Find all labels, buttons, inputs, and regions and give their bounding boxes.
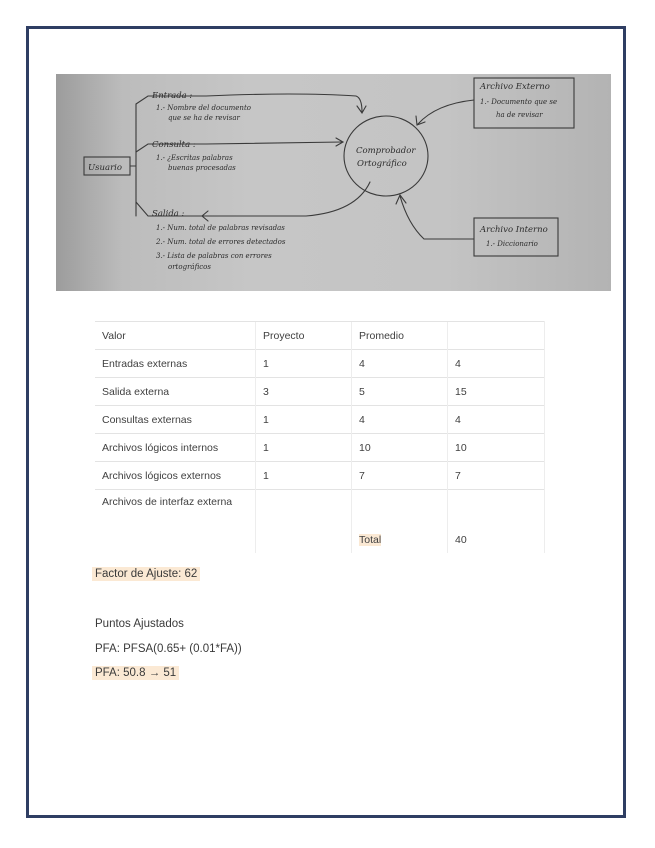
cell-proyecto: 3 [256, 378, 352, 406]
cell-empty [256, 490, 352, 554]
header-valor: Valor [95, 322, 256, 350]
total-label: Total [359, 534, 382, 546]
cell-proyecto: 1 [256, 406, 352, 434]
salida-line-4: ortográficos [168, 263, 211, 271]
total-label-cell [352, 490, 448, 554]
ext-file-arrowhead [416, 116, 425, 125]
salida-title: Salida : [152, 209, 185, 219]
diagram-photo [56, 74, 611, 291]
pfa-value: PFA: 50.8 → 51 [92, 666, 179, 680]
actor-trunk [130, 104, 136, 216]
consulta-title: Consulta : [152, 140, 196, 150]
cell-interfaz-externa: Archivos de interfaz externa [95, 490, 256, 554]
header-empty [448, 322, 545, 350]
cell-promedio: 4 [352, 350, 448, 378]
ext-file-title: Archivo Externo [480, 82, 550, 92]
table-row [95, 350, 545, 378]
total-value: 40 [448, 490, 545, 554]
entrada-line-1: 1.- Nombre del documento [156, 104, 251, 112]
cell-promedio: 10 [352, 434, 448, 462]
cell-result: 7 [448, 462, 545, 490]
process-line-2: Ortográfico [357, 159, 407, 169]
table-header-row [95, 322, 545, 350]
header-proyecto: Proyecto [256, 322, 352, 350]
salida-line-1: 1.- Num. total de palabras revisadas [156, 224, 285, 232]
int-file-line-1: 1.- Diccionario [486, 240, 538, 248]
cell-valor: Archivos lógicos externos [95, 462, 256, 490]
ext-file-line-2: ha de revisar [496, 111, 543, 119]
cell-promedio: 7 [352, 462, 448, 490]
entrada-title: Entrada : [152, 91, 193, 101]
salida-line-2: 2.- Num. total de errores detectados [156, 238, 286, 246]
cell-proyecto: 1 [256, 462, 352, 490]
consulta-line-1: 1.- ¿Escritas palabras [156, 154, 233, 162]
process-line-1: Comprobador [356, 146, 416, 156]
cell-valor: Entradas externas [95, 350, 256, 378]
function-points-table [95, 321, 545, 553]
cell-result: 15 [448, 378, 545, 406]
cell-proyecto: 1 [256, 434, 352, 462]
cell-promedio: 5 [352, 378, 448, 406]
table-row [95, 462, 545, 490]
salida-line-3: 3.- Lista de palabras con errores [156, 252, 272, 260]
int-file-box [474, 218, 558, 256]
table-row [95, 378, 545, 406]
puntos-ajustados-title: Puntos Ajustados [95, 618, 184, 630]
consulta-line-2: buenas procesadas [168, 164, 236, 172]
table-row-total [95, 490, 545, 554]
cell-result: 10 [448, 434, 545, 462]
actor-label: Usuario [88, 163, 122, 173]
cell-valor: Archivos lógicos internos [95, 434, 256, 462]
header-promedio: Promedio [352, 322, 448, 350]
pfa-formula: PFA: PFSA(0.65+ (0.01*FA)) [95, 643, 242, 655]
table-row [95, 406, 545, 434]
int-file-arrow [400, 196, 474, 239]
cell-valor: Salida externa [95, 378, 256, 406]
ext-file-line-1: 1.- Documento que se [480, 98, 558, 106]
table-row [95, 434, 545, 462]
salida-arrow [206, 182, 370, 216]
entrada-line-2: que se ha de revisar [168, 114, 240, 122]
process-circle [344, 116, 428, 196]
factor-ajuste: Factor de Ajuste: 62 [92, 567, 200, 581]
cell-result: 4 [448, 406, 545, 434]
cell-proyecto: 1 [256, 350, 352, 378]
int-file-title: Archivo Interno [480, 225, 548, 235]
cell-result: 4 [448, 350, 545, 378]
cell-valor: Consultas externas [95, 406, 256, 434]
ext-file-arrow [418, 100, 474, 124]
consulta-arrow [206, 142, 342, 144]
context-diagram-sketch [56, 74, 611, 291]
cell-promedio: 4 [352, 406, 448, 434]
